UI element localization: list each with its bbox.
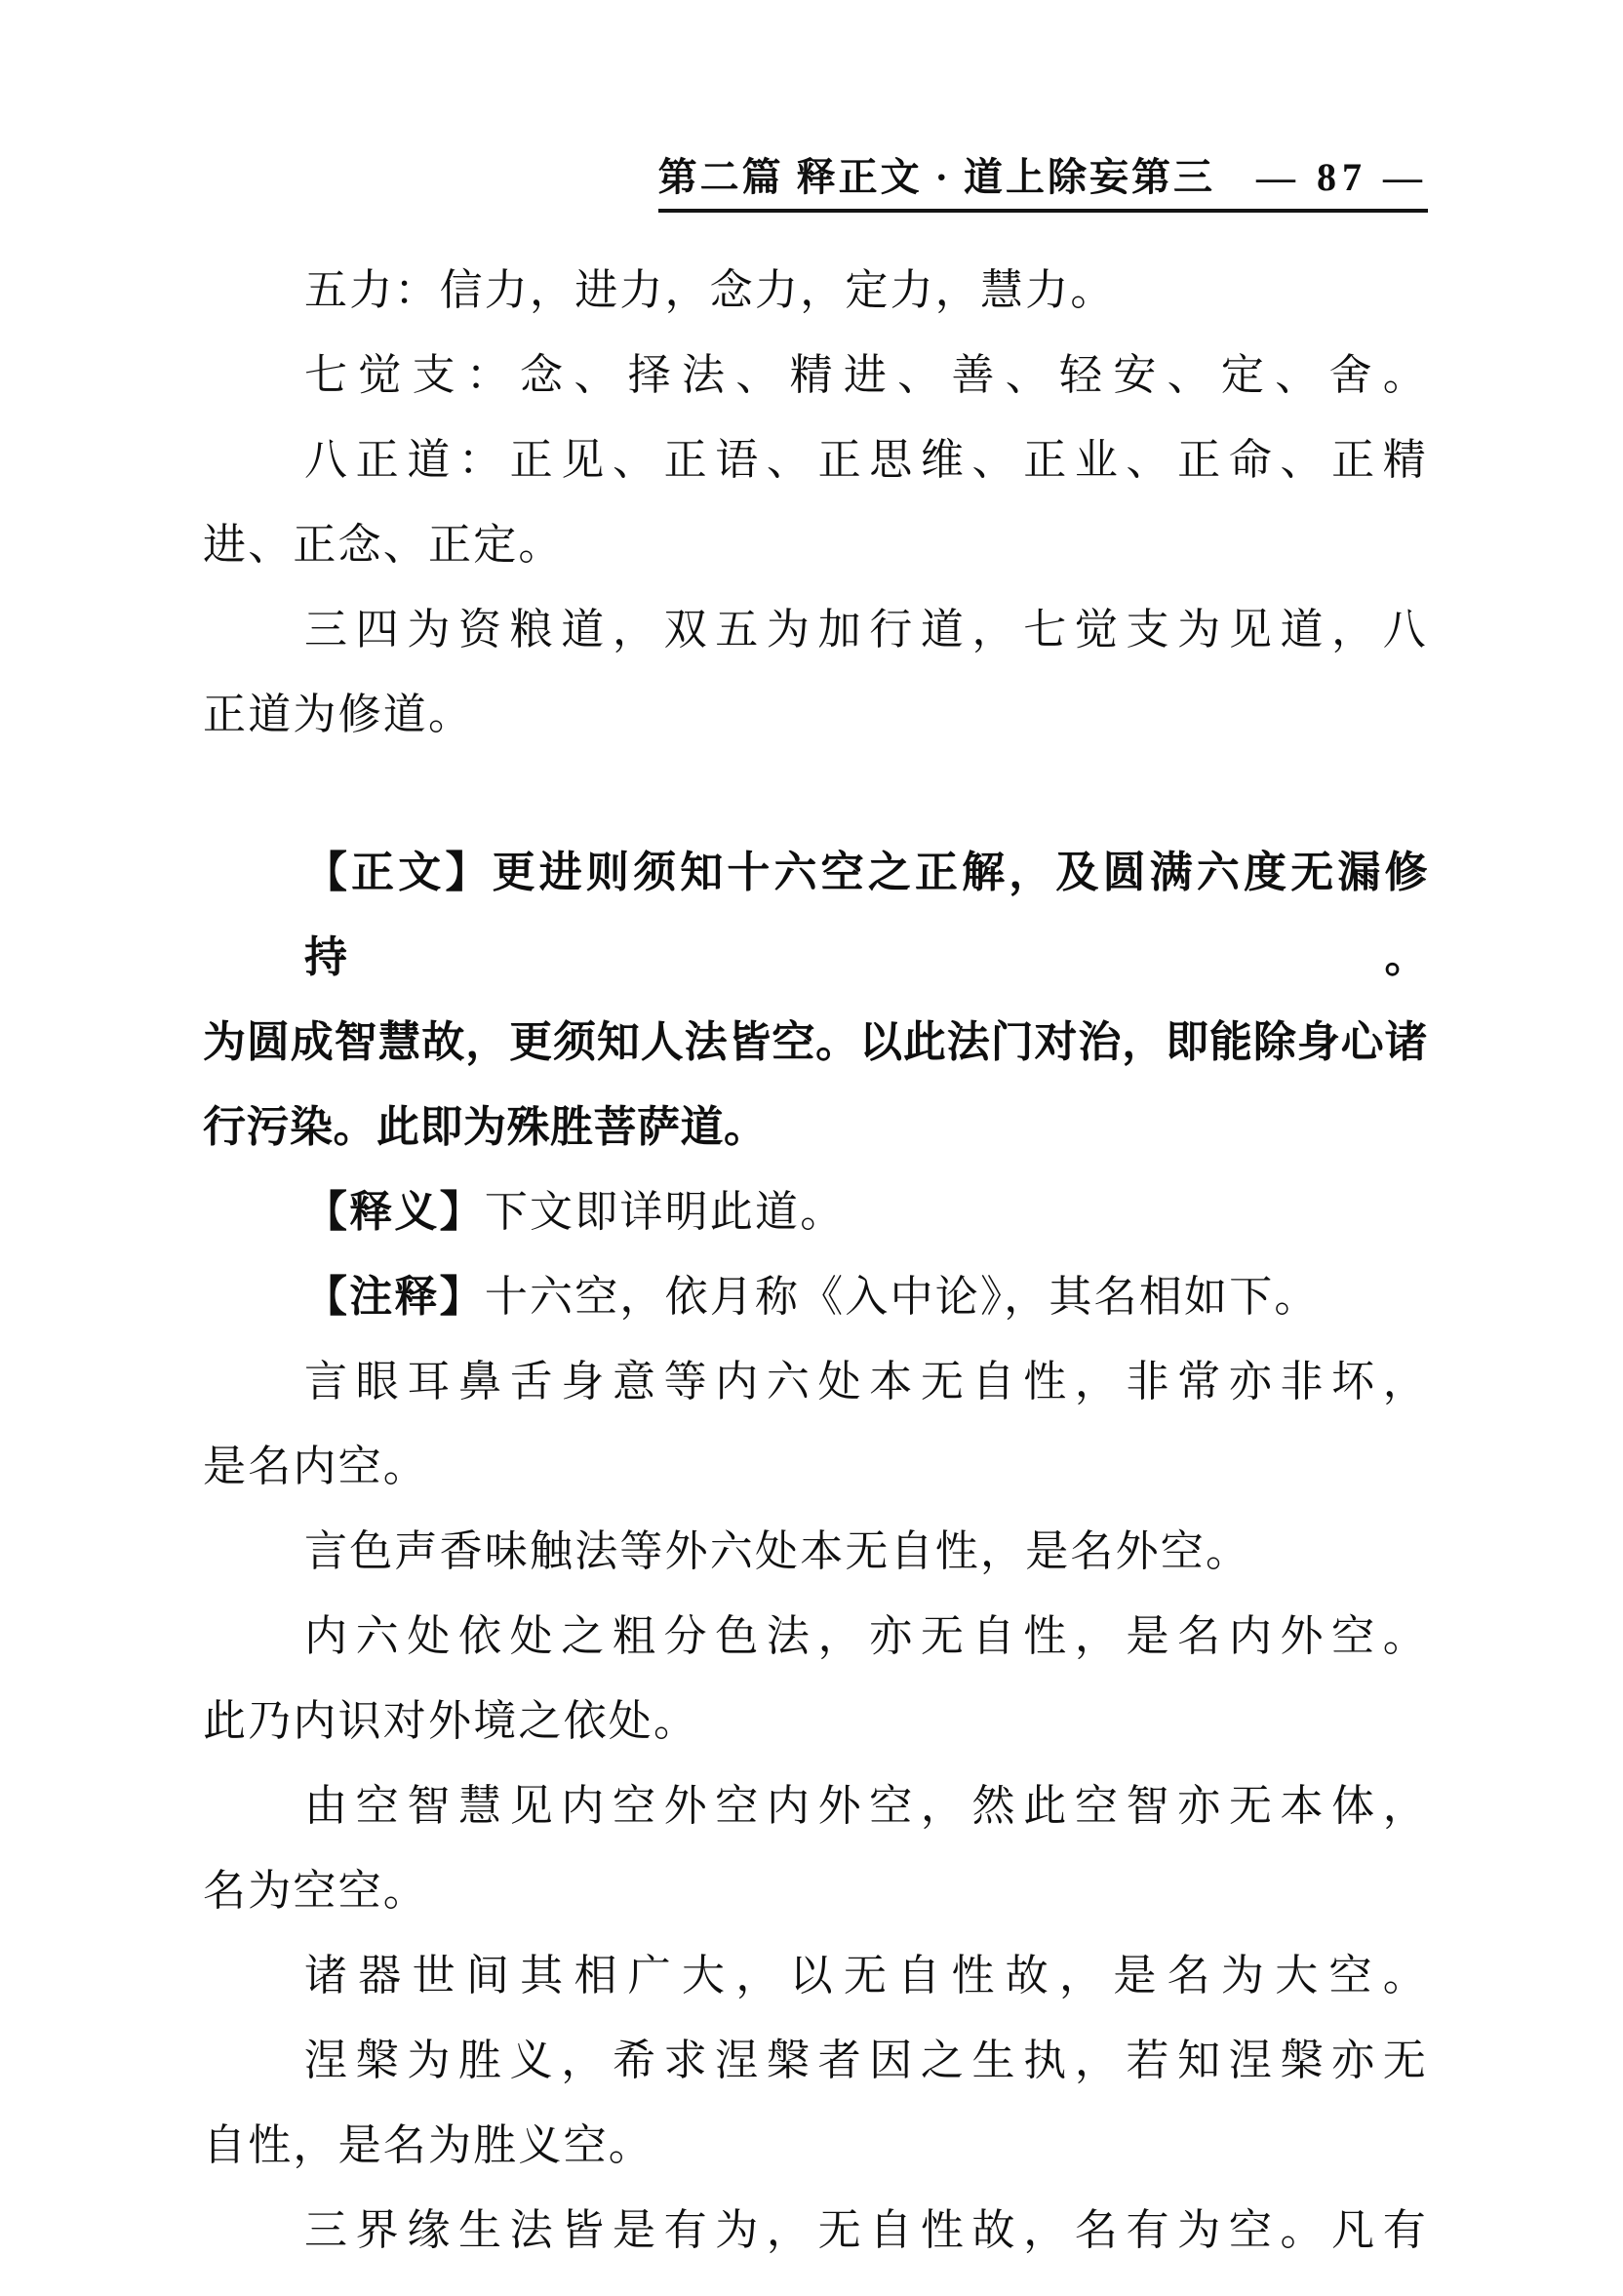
- text-line: 行污染。此即为殊胜菩萨道。: [203, 1103, 768, 1151]
- text-line: 七觉支：念、择法、精进、善、轻安、定、舍。: [304, 351, 1428, 399]
- section-label: 【释义】: [304, 1188, 485, 1236]
- line-text: 下文即详明此道。: [484, 1188, 846, 1236]
- text-line: 由空智慧见内空外空内外空，然此空智亦无本体，: [304, 1782, 1428, 1830]
- text-line: 此乃内识对外境之依处。: [203, 1697, 699, 1745]
- text-line: [203, 1254, 1428, 1339]
- text-line: 言眼耳鼻舌身意等内六处本无自性，非常亦非坏，: [304, 1358, 1428, 1405]
- paragraph: [203, 333, 1428, 417]
- text-line: [203, 1169, 1428, 1254]
- paragraph: [203, 248, 1428, 333]
- text-line: 内六处依处之粗分色法，亦无自性，是名内外空。: [304, 1612, 1428, 1660]
- paragraph: [203, 2188, 1428, 2273]
- header-rule: [658, 154, 1428, 213]
- paragraph: [203, 1339, 1428, 1509]
- text-line: 自性，是名为胜义空。: [203, 2121, 653, 2169]
- paragraph: [203, 1509, 1428, 1594]
- paragraph: [203, 2018, 1428, 2188]
- text-line: 进、正念、正定。: [203, 521, 564, 569]
- paragraph: [203, 1254, 1428, 1339]
- text-line: 涅槃为胜义，希求涅槃者因之生执，若知涅槃亦无: [304, 2037, 1428, 2084]
- text-line: 为圆成智慧故，更须知人法皆空。以此法门对治，即能除身心诸: [203, 1018, 1428, 1066]
- text-line: 是名内空。: [203, 1443, 428, 1490]
- header-page-number: — 87 —: [1256, 155, 1428, 199]
- text-line: 言色声香味触法等外六处本无自性，是名外空。: [304, 1527, 1251, 1575]
- text-line: 三四为资粮道，双五为加行道，七觉支为见道，八: [304, 606, 1428, 653]
- paragraph: [203, 1933, 1428, 2018]
- text-line: 诸器世间其相广大，以无自性故，是名为大空。: [304, 1952, 1428, 1999]
- paragraph: [203, 1169, 1428, 1254]
- text-line: 【正文】更进则须知十六空之正解，及圆满六度无漏修持。: [304, 849, 1428, 981]
- text-line: 三界缘生法皆是有为，无自性故，名有为空。凡有: [304, 2206, 1428, 2254]
- paragraph: [203, 587, 1428, 757]
- text-line: 名为空空。: [203, 1867, 428, 1915]
- paragraph: [203, 417, 1428, 587]
- section-label: 【注释】: [304, 1273, 485, 1321]
- line-text: 十六空，依月称《入中论》，其名相如下。: [484, 1273, 1320, 1321]
- paragraph: [203, 830, 1428, 1169]
- paragraph: [203, 1763, 1428, 1933]
- page-content: [203, 248, 1428, 2273]
- header-title: 第二篇 释正文 · 道上除妄第三: [657, 155, 1215, 199]
- page-header: [203, 154, 1428, 213]
- text-line: 八正道：正见、正语、正思维、正业、正命、正精: [304, 436, 1428, 484]
- paragraph: [203, 1594, 1428, 1763]
- text-line: 五力：信力，进力，念力，定力，慧力。: [304, 266, 1116, 314]
- text-line: 正道为修道。: [203, 691, 474, 738]
